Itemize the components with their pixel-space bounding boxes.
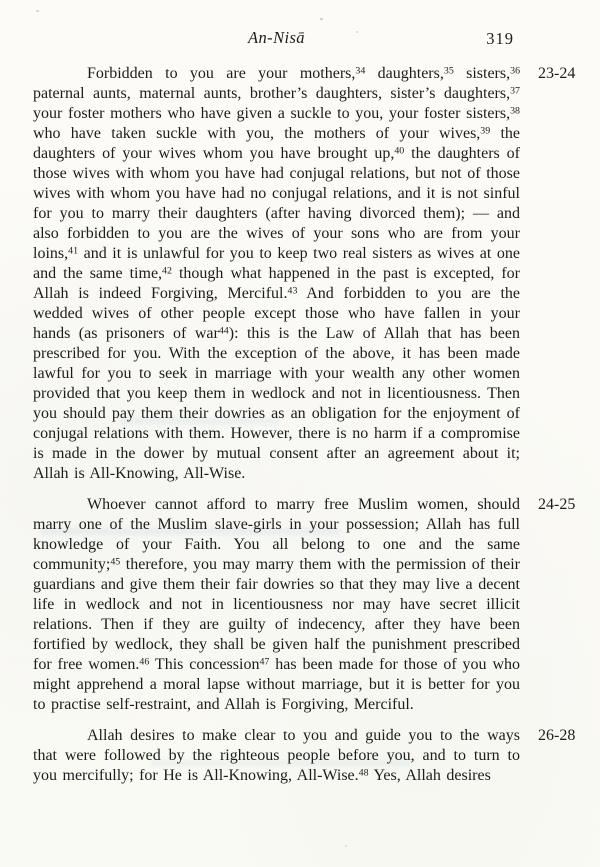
text-run: and it is unlawful for you to keep two real sisters as wives at one and the same time, bbox=[33, 245, 520, 282]
paragraph bbox=[33, 495, 576, 715]
footnote-ref: 34 bbox=[355, 65, 366, 77]
text-run: has been made for those of you who might apprehend a moral lapse without marriage, but it is better for you to practise self-restraint, and Allah is Forgiving, Merciful. bbox=[33, 656, 521, 713]
verse-range-note: 24-25 bbox=[538, 496, 576, 513]
verse-range-note: 23-24 bbox=[538, 65, 576, 82]
footnote-ref: 38 bbox=[510, 105, 520, 117]
footnote-ref: 48 bbox=[358, 767, 369, 779]
footnote-ref: 44 bbox=[218, 325, 229, 337]
footnote-ref: 36 bbox=[510, 65, 521, 77]
footnote-ref: 43 bbox=[287, 285, 298, 297]
text-run: And forbidden to you are the wedded wives of other people except those who have fallen in your hands (as prisoners of war bbox=[33, 285, 520, 342]
footnote-ref: 46 bbox=[139, 656, 150, 668]
scan-speckle bbox=[345, 845, 347, 847]
text-run: Forbidden to you are your mothers, bbox=[87, 65, 356, 82]
footnote-ref: 37 bbox=[510, 85, 520, 97]
text-run: though what happened in the past is excepted, for Allah is indeed Forgiving, Merciful. bbox=[33, 265, 520, 302]
paragraph bbox=[33, 64, 576, 484]
footnote-ref: 47 bbox=[259, 656, 270, 668]
scan-speckle bbox=[320, 18, 323, 20]
footnote-ref: 39 bbox=[480, 125, 491, 137]
text-run: daughters, bbox=[365, 65, 444, 82]
page-body bbox=[33, 64, 576, 786]
text-run: Whoever cannot afford to marry free Muslim women, should marry one of the Muslim slave-girls in your possession; Allah has full knowledge of your Faith. You all belong to one and the same community; bbox=[33, 496, 520, 573]
verse-range-note: 26-28 bbox=[538, 727, 576, 744]
text-run: ): this is the Law of Allah that has been prescribed for you. With the exception of the above, it has been made lawful for you to seek in marriage with your wealth any other women provided that you keep them in wedlock and not in licentiousness. Then you should pay them their dowries as an obligation for the enjoyment of conjugal relations with them. However, there is no harm if a compromise is made in the dower by mutual consent after an agreement about it; Allah is All-Knowing, All-Wise. bbox=[33, 325, 520, 482]
text-run: your foster mothers who have given a suckle to you, your foster sisters, bbox=[33, 105, 511, 122]
text-run: paternal aunts, maternal aunts, brother’s daughters, sister’s daughters, bbox=[33, 85, 511, 102]
footnote-ref: 41 bbox=[68, 245, 79, 257]
scan-speckle bbox=[36, 10, 39, 12]
footnote-ref: 42 bbox=[162, 265, 172, 277]
text-run: Allah desires to make clear to you and guide you to the ways that were followed by the righteous people before you, and to turn to you mercifully; for He is All-Knowing, All-Wise. bbox=[33, 727, 520, 784]
footnote-ref: 40 bbox=[394, 145, 405, 157]
text-run: Yes, Allah desires bbox=[368, 767, 491, 784]
text-run: who have taken suckle with you, the mothers of your wives, bbox=[33, 125, 481, 142]
paragraph bbox=[33, 726, 576, 786]
page-number: 319 bbox=[486, 29, 514, 48]
footnote-ref: 45 bbox=[110, 556, 121, 568]
text-run: This concession bbox=[149, 656, 260, 673]
text-run: sisters, bbox=[453, 65, 511, 82]
text-run: therefore, you may marry them with the permission of their guardians and give them their fair dowries so that they may live a decent life in wedlock and not in licentiousness nor may have secret illicit relations. Then if they are guilty of indecency, after they have been fortified by wedlock, they shall be given half the punishment prescribed for free women. bbox=[33, 556, 520, 673]
text-run: the daughters of those wives with whom you have had conjugal relations, but not of those wives with whom you have had no conjugal relations, and it is not sinful for you to marry their daughters (after having divorced them); — and also forbidden to you are the wives of your sons who are from your loins, bbox=[33, 145, 520, 262]
footnote-ref: 35 bbox=[443, 65, 454, 77]
chapter-title: An-Nisā bbox=[248, 28, 305, 47]
page-header bbox=[33, 28, 520, 50]
text-run: the daughters of your wives whom you have brought up, bbox=[33, 125, 520, 162]
